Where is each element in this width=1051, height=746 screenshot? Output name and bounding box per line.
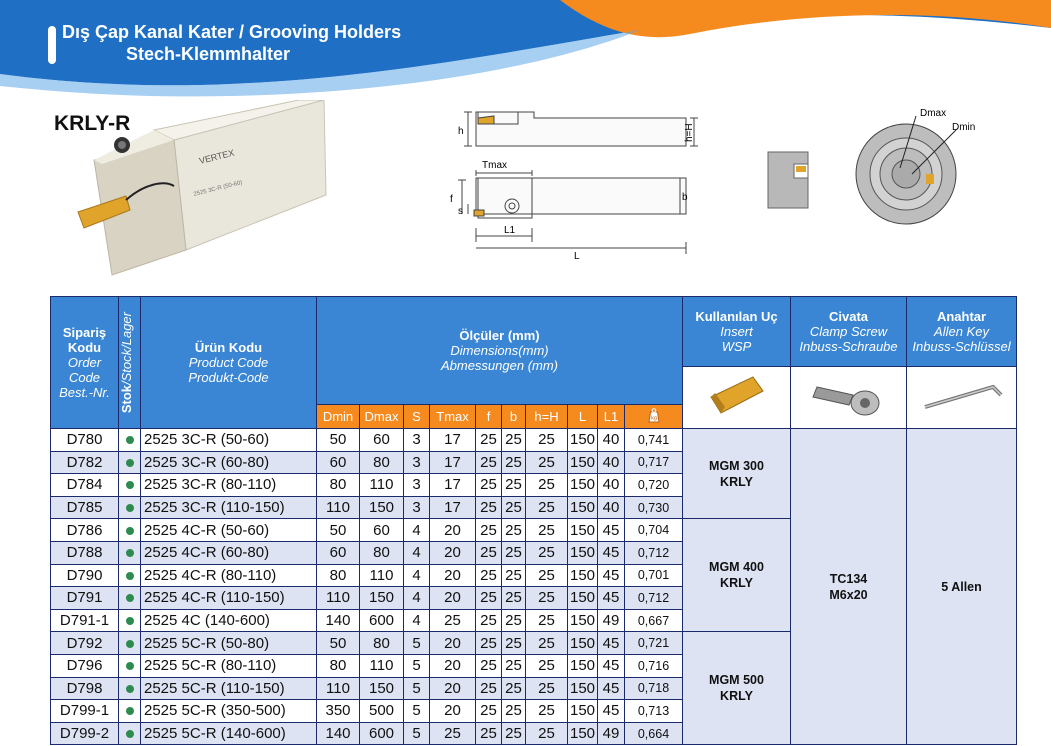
b-cell: 25 (502, 519, 526, 542)
f-cell: 25 (476, 564, 502, 587)
b-cell: 25 (502, 564, 526, 587)
dmin-cell: 60 (317, 541, 360, 564)
w-cell: 0,721 (625, 632, 683, 655)
l1-cell: 40 (598, 451, 625, 474)
l-cell: 150 (568, 429, 598, 452)
dmin-cell: 110 (317, 677, 360, 700)
dim-label-hH: h=H (684, 123, 695, 142)
in-stock-dot-icon (126, 640, 134, 648)
dim-label-l: L (574, 251, 580, 262)
technical-drawing (448, 98, 710, 268)
col-key-header: Anahtar Allen Key Inbuss-Schlüssel (907, 297, 1017, 367)
dim-label-s: s (458, 206, 463, 217)
w-cell: 0,717 (625, 451, 683, 474)
dmax-cell: 110 (360, 564, 404, 587)
groove-detail-drawing (766, 104, 1028, 228)
stock-cell (119, 632, 141, 655)
insert-cell: MGM 400 KRLY (683, 519, 791, 632)
tmax-cell: 20 (430, 519, 476, 542)
col-product-header: Ürün Kodu Product Code Produkt-Code (141, 297, 317, 429)
f-cell: 25 (476, 451, 502, 474)
l-cell: 150 (568, 609, 598, 632)
tmax-cell: 20 (430, 564, 476, 587)
s-cell: 5 (404, 722, 430, 745)
in-stock-dot-icon (126, 436, 134, 444)
s-cell: 3 (404, 451, 430, 474)
dmin-cell: 140 (317, 722, 360, 745)
product-code-cell: 2525 5C-R (110-150) (141, 677, 317, 700)
f-cell: 25 (476, 632, 502, 655)
order-code-cell: D799-1 (51, 700, 119, 723)
w-cell: 0,718 (625, 677, 683, 700)
dmax-cell: 80 (360, 451, 404, 474)
h-cell: 25 (526, 496, 568, 519)
stock-cell (119, 564, 141, 587)
dmax-cell: 80 (360, 541, 404, 564)
product-code-cell: 2525 4C (140-600) (141, 609, 317, 632)
in-stock-dot-icon (126, 504, 134, 512)
s-cell: 4 (404, 609, 430, 632)
stock-cell (119, 654, 141, 677)
dmax-cell: 110 (360, 654, 404, 677)
h-cell: 25 (526, 451, 568, 474)
tmax-cell: 20 (430, 541, 476, 564)
f-cell: 25 (476, 429, 502, 452)
product-table (50, 296, 1017, 745)
title-accent-bar (48, 26, 56, 64)
b-cell: 25 (502, 429, 526, 452)
in-stock-dot-icon (126, 662, 134, 670)
s-cell: 3 (404, 496, 430, 519)
order-code-cell: D796 (51, 654, 119, 677)
table-row (51, 429, 1017, 452)
dim-header-h: h=H (526, 405, 568, 429)
dim-label-l1: L1 (504, 225, 516, 236)
w-cell: 0,720 (625, 474, 683, 497)
dmax-cell: 600 (360, 609, 404, 632)
order-code-cell: D799-2 (51, 722, 119, 745)
product-code-cell: 2525 5C-R (350-500) (141, 700, 317, 723)
in-stock-dot-icon (126, 594, 134, 602)
l1-cell: 49 (598, 609, 625, 632)
dmax-cell: 150 (360, 677, 404, 700)
dmin-cell: 50 (317, 429, 360, 452)
dim-label-h: h (458, 126, 464, 137)
dmin-cell: 60 (317, 451, 360, 474)
insert-cell: MGM 500 KRLY (683, 632, 791, 745)
dim-header-l1: L1 (598, 405, 625, 429)
dim-header-tmax: Tmax (430, 405, 476, 429)
stock-cell (119, 451, 141, 474)
s-cell: 4 (404, 519, 430, 542)
w-cell: 0,667 (625, 609, 683, 632)
order-code-cell: D788 (51, 541, 119, 564)
insert-image (683, 367, 791, 429)
h-cell: 25 (526, 429, 568, 452)
s-cell: 4 (404, 564, 430, 587)
s-cell: 5 (404, 632, 430, 655)
l-cell: 150 (568, 677, 598, 700)
f-cell: 25 (476, 654, 502, 677)
b-cell: 25 (502, 632, 526, 655)
dmax-cell: 80 (360, 632, 404, 655)
in-stock-dot-icon (126, 481, 134, 489)
l1-cell: 49 (598, 722, 625, 745)
dim-header-dmin: Dmin (317, 405, 360, 429)
f-cell: 25 (476, 474, 502, 497)
h-cell: 25 (526, 587, 568, 610)
tool-holder-image (74, 100, 334, 290)
h-cell: 25 (526, 654, 568, 677)
l-cell: 150 (568, 541, 598, 564)
s-cell: 5 (404, 654, 430, 677)
l-cell: 150 (568, 496, 598, 519)
l-cell: 150 (568, 722, 598, 745)
dmax-cell: 110 (360, 474, 404, 497)
s-cell: 5 (404, 700, 430, 723)
stock-cell (119, 587, 141, 610)
dmin-cell: 350 (317, 700, 360, 723)
order-code-cell: D790 (51, 564, 119, 587)
tmax-cell: 17 (430, 496, 476, 519)
w-cell: 0,730 (625, 496, 683, 519)
tmax-cell: 17 (430, 429, 476, 452)
product-code-cell: 2525 3C-R (60-80) (141, 451, 317, 474)
dim-header-l: L (568, 405, 598, 429)
dim-header-f: f (476, 405, 502, 429)
l-cell: 150 (568, 654, 598, 677)
s-cell: 5 (404, 677, 430, 700)
stock-cell (119, 496, 141, 519)
order-code-cell: D784 (51, 474, 119, 497)
tmax-cell: 20 (430, 654, 476, 677)
b-cell: 25 (502, 451, 526, 474)
model-code: KRLY-R (54, 112, 131, 135)
l-cell: 150 (568, 564, 598, 587)
l1-cell: 45 (598, 541, 625, 564)
product-code-cell: 2525 5C-R (140-600) (141, 722, 317, 745)
product-code-cell: 2525 4C-R (110-150) (141, 587, 317, 610)
tmax-cell: 20 (430, 700, 476, 723)
stock-cell (119, 519, 141, 542)
order-code-cell: D798 (51, 677, 119, 700)
w-cell: 0,716 (625, 654, 683, 677)
stock-cell (119, 474, 141, 497)
s-cell: 4 (404, 541, 430, 564)
order-code-cell: D791-1 (51, 609, 119, 632)
h-cell: 25 (526, 541, 568, 564)
dim-header-s: S (404, 405, 430, 429)
dmin-cell: 80 (317, 564, 360, 587)
w-cell: 0,712 (625, 587, 683, 610)
b-cell: 25 (502, 700, 526, 723)
dmax-cell: 150 (360, 496, 404, 519)
w-cell: 0,664 (625, 722, 683, 745)
l1-cell: 45 (598, 677, 625, 700)
product-code-cell: 2525 4C-R (50-60) (141, 519, 317, 542)
w-cell: 0,713 (625, 700, 683, 723)
table-body (51, 429, 1017, 745)
product-code-cell: 2525 3C-R (50-60) (141, 429, 317, 452)
in-stock-dot-icon (126, 685, 134, 693)
l1-cell: 40 (598, 496, 625, 519)
l1-cell: 40 (598, 429, 625, 452)
tmax-cell: 17 (430, 451, 476, 474)
order-code-cell: D780 (51, 429, 119, 452)
weight-icon (625, 405, 683, 429)
f-cell: 25 (476, 609, 502, 632)
w-cell: 0,704 (625, 519, 683, 542)
in-stock-dot-icon (126, 707, 134, 715)
page-title: Dış Çap Kanal Kater / Grooving Holders (62, 22, 402, 42)
dim-label-f: f (450, 194, 453, 205)
b-cell: 25 (502, 609, 526, 632)
order-code-cell: D791 (51, 587, 119, 610)
dmin-cell: 80 (317, 474, 360, 497)
f-cell: 25 (476, 541, 502, 564)
b-cell: 25 (502, 474, 526, 497)
h-cell: 25 (526, 564, 568, 587)
dim-label-b: b (682, 192, 688, 203)
f-cell: 25 (476, 677, 502, 700)
h-cell: 25 (526, 722, 568, 745)
holder-logo: VERTEX (198, 147, 236, 166)
f-cell: 25 (476, 496, 502, 519)
dim-header-dmax: Dmax (360, 405, 404, 429)
clamp-screw-cell: TC134 M6x20 (791, 429, 907, 745)
tmax-cell: 20 (430, 587, 476, 610)
h-cell: 25 (526, 677, 568, 700)
l1-cell: 45 (598, 519, 625, 542)
b-cell: 25 (502, 541, 526, 564)
b-cell: 25 (502, 722, 526, 745)
f-cell: 25 (476, 587, 502, 610)
stock-cell (119, 541, 141, 564)
f-cell: 25 (476, 722, 502, 745)
tmax-cell: 17 (430, 474, 476, 497)
product-code-cell: 2525 4C-R (60-80) (141, 541, 317, 564)
in-stock-dot-icon (126, 527, 134, 535)
dmax-cell: 600 (360, 722, 404, 745)
dmax-cell: 60 (360, 429, 404, 452)
col-screw-header: Civata Clamp Screw Inbuss-Schraube (791, 297, 907, 367)
h-cell: 25 (526, 632, 568, 655)
order-code-cell: D785 (51, 496, 119, 519)
f-cell: 25 (476, 519, 502, 542)
product-code-cell: 2525 5C-R (50-80) (141, 632, 317, 655)
in-stock-dot-icon (126, 459, 134, 467)
dmin-cell: 50 (317, 519, 360, 542)
product-code-cell: 2525 3C-R (80-110) (141, 474, 317, 497)
dmin-cell: 50 (317, 632, 360, 655)
order-code-cell: D782 (51, 451, 119, 474)
dim-label-dmin: Dmin (952, 122, 976, 133)
col-stock-header: Stok/Stock/Lager (119, 297, 141, 429)
col-insert-header: Kullanılan Uç Insert WSP (683, 297, 791, 367)
product-code-cell: 2525 5C-R (80-110) (141, 654, 317, 677)
s-cell: 3 (404, 429, 430, 452)
stock-cell (119, 429, 141, 452)
l-cell: 150 (568, 519, 598, 542)
l1-cell: 45 (598, 700, 625, 723)
page-subtitle: Stech-Klemmhalter (126, 44, 291, 64)
l-cell: 150 (568, 587, 598, 610)
in-stock-dot-icon (126, 730, 134, 738)
tmax-cell: 20 (430, 632, 476, 655)
l-cell: 150 (568, 474, 598, 497)
tmax-cell: 20 (430, 677, 476, 700)
stock-cell (119, 609, 141, 632)
dmin-cell: 140 (317, 609, 360, 632)
h-cell: 25 (526, 519, 568, 542)
col-dims-header: Ölçüler (mm) Dimensions(mm) Abmessungen (mm) (317, 297, 683, 405)
dmin-cell: 110 (317, 496, 360, 519)
w-cell: 0,701 (625, 564, 683, 587)
svg-text:2525 3C-R (50-60): 2525 3C-R (50-60) (193, 180, 244, 198)
w-cell: 0,712 (625, 541, 683, 564)
l-cell: 150 (568, 451, 598, 474)
allen-key-image (907, 367, 1017, 429)
b-cell: 25 (502, 496, 526, 519)
h-cell: 25 (526, 609, 568, 632)
tmax-cell: 25 (430, 722, 476, 745)
in-stock-dot-icon (126, 572, 134, 580)
b-cell: 25 (502, 587, 526, 610)
l1-cell: 45 (598, 564, 625, 587)
stock-cell (119, 722, 141, 745)
s-cell: 3 (404, 474, 430, 497)
stock-cell (119, 677, 141, 700)
col-order-header: Sipariş Kodu Order Code Best.-Nr. (51, 297, 119, 429)
l1-cell: 40 (598, 474, 625, 497)
dim-label-dmax: Dmax (920, 108, 947, 119)
f-cell: 25 (476, 700, 502, 723)
h-cell: 25 (526, 700, 568, 723)
dmin-cell: 80 (317, 654, 360, 677)
order-code-cell: D792 (51, 632, 119, 655)
header-banner (0, 0, 1051, 100)
l1-cell: 45 (598, 632, 625, 655)
insert-cell: MGM 300 KRLY (683, 429, 791, 519)
product-code-cell: 2525 4C-R (80-110) (141, 564, 317, 587)
in-stock-dot-icon (126, 549, 134, 557)
screw-image (791, 367, 907, 429)
stock-cell (119, 700, 141, 723)
svg-text:kg: kg (650, 415, 657, 422)
product-code-cell: 2525 3C-R (110-150) (141, 496, 317, 519)
dmax-cell: 150 (360, 587, 404, 610)
w-cell: 0,741 (625, 429, 683, 452)
l1-cell: 45 (598, 587, 625, 610)
tmax-cell: 25 (430, 609, 476, 632)
order-code-cell: D786 (51, 519, 119, 542)
l1-cell: 45 (598, 654, 625, 677)
dmax-cell: 60 (360, 519, 404, 542)
s-cell: 4 (404, 587, 430, 610)
l-cell: 150 (568, 632, 598, 655)
b-cell: 25 (502, 677, 526, 700)
dmax-cell: 500 (360, 700, 404, 723)
dim-label-tmax: Tmax (482, 160, 507, 171)
in-stock-dot-icon (126, 617, 134, 625)
l-cell: 150 (568, 700, 598, 723)
allen-key-cell: 5 Allen (907, 429, 1017, 745)
dmin-cell: 110 (317, 587, 360, 610)
h-cell: 25 (526, 474, 568, 497)
b-cell: 25 (502, 654, 526, 677)
dim-header-b: b (502, 405, 526, 429)
